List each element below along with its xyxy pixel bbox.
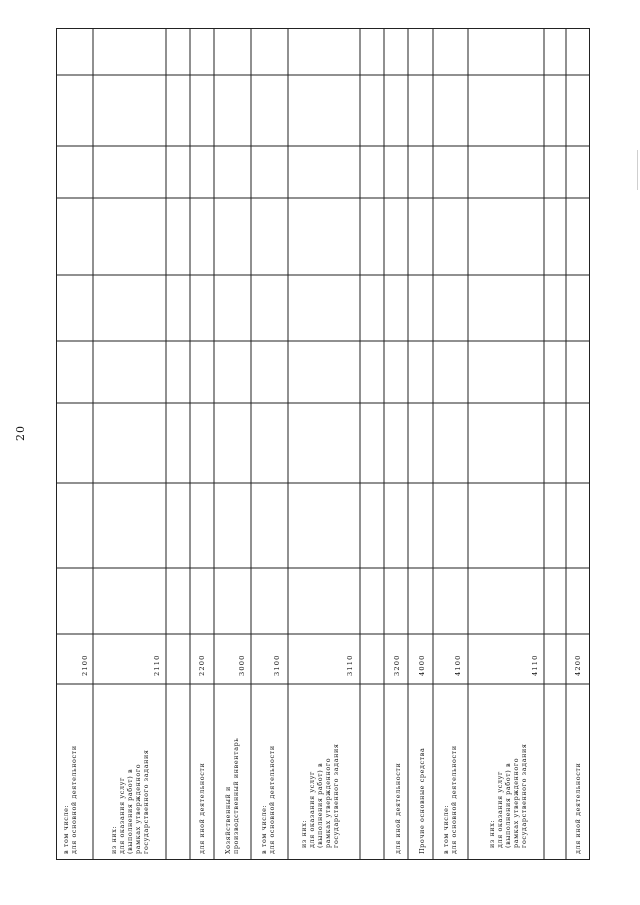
row-4200-label bbox=[574, 763, 582, 854]
label-line: Прочие основные средства bbox=[418, 747, 426, 854]
row-4110-label bbox=[488, 744, 528, 848]
label-line: из них: bbox=[488, 819, 496, 848]
table-grid bbox=[56, 28, 590, 860]
row-code-4200: 4200 bbox=[574, 654, 582, 676]
row-code-2110: 2110 bbox=[153, 654, 161, 676]
scan-edge-mark bbox=[637, 150, 638, 190]
label-line: государственного задания bbox=[142, 749, 150, 854]
row-code-3110: 3110 bbox=[346, 654, 354, 676]
row-code-2200: 2200 bbox=[198, 654, 206, 676]
row-3200-label bbox=[394, 763, 402, 854]
row-4000-label bbox=[418, 748, 426, 854]
label-line: (выполнения работ) в bbox=[126, 768, 134, 854]
row-3110-label bbox=[300, 744, 340, 848]
label-line: для основной деятельности bbox=[268, 745, 276, 854]
asset-table bbox=[56, 28, 590, 860]
label-line: для основной деятельности bbox=[70, 745, 78, 854]
row-2100-label bbox=[62, 745, 78, 854]
row-2200-label bbox=[198, 763, 206, 854]
row-2110-label bbox=[110, 750, 150, 854]
label-line: (выполнения работ) в bbox=[316, 762, 324, 848]
label-line: для иной деятельности bbox=[574, 762, 582, 854]
row-code-3200: 3200 bbox=[393, 654, 401, 676]
label-line: для основной деятельности bbox=[450, 745, 458, 854]
label-line: в том числе: bbox=[62, 804, 70, 854]
label-line: из них: bbox=[300, 819, 308, 848]
label-line: рамках утвержденного bbox=[512, 757, 520, 848]
label-line: из них: bbox=[110, 825, 118, 854]
label-line: рамках утвержденного bbox=[324, 757, 332, 848]
row-4100-label bbox=[442, 745, 458, 854]
row-code-2100: 2100 bbox=[81, 654, 89, 676]
label-line: для оказания услуг bbox=[308, 771, 316, 848]
label-line: в том числе: bbox=[442, 804, 450, 854]
label-line: для оказания услуг bbox=[118, 777, 126, 854]
label-line: в том числе: bbox=[260, 804, 268, 854]
page-number: 20 bbox=[14, 425, 27, 441]
label-line: Хозяйственный и bbox=[224, 786, 232, 854]
label-line: для иной деятельности bbox=[198, 762, 206, 854]
label-line: рамках утвержденного bbox=[134, 763, 142, 854]
row-code-3100: 3100 bbox=[273, 654, 281, 676]
row-code-3000: 3000 bbox=[238, 654, 246, 676]
label-line: для иной деятельности bbox=[394, 762, 402, 854]
row-code-4000: 4000 bbox=[418, 654, 426, 676]
label-line: (выполнения работ) в bbox=[504, 762, 512, 848]
label-line: государственного задания bbox=[520, 743, 528, 848]
row-3000-label bbox=[224, 738, 240, 854]
label-line: государственного задания bbox=[332, 743, 340, 848]
row-3100-label bbox=[260, 745, 276, 854]
label-line: производственный инвентарь bbox=[232, 737, 240, 854]
row-code-4100: 4100 bbox=[454, 654, 462, 676]
row-code-4110: 4110 bbox=[531, 654, 539, 676]
label-line: для оказания услуг bbox=[496, 771, 504, 848]
